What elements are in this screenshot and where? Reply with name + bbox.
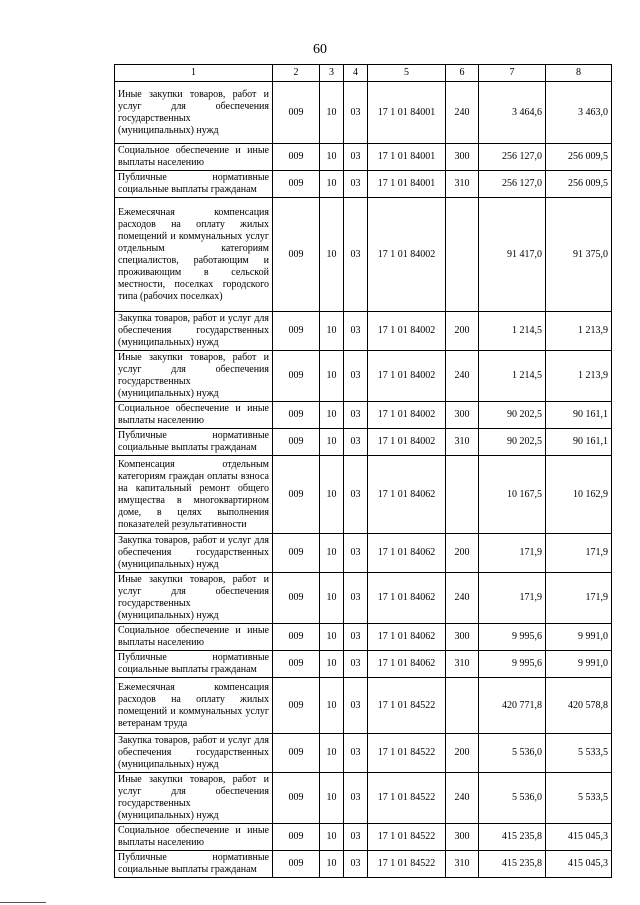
table-row [115, 678, 612, 734]
header-col-8: 8 [546, 65, 612, 82]
table-row [115, 429, 612, 456]
cell-section: 10 [320, 773, 344, 824]
header-col-2: 2 [273, 65, 320, 82]
cell-section: 10 [320, 651, 344, 678]
header-col-1: 1 [115, 65, 273, 82]
cell-name: Публичные нормативные социальные выплаты гражданам [115, 171, 273, 198]
cell-subsection: 03 [344, 824, 368, 851]
cell-amount-plan: 5 536,0 [479, 773, 546, 824]
cell-target-article: 17 1 01 84002 [368, 198, 446, 312]
cell-amount-actual: 256 009,5 [546, 171, 612, 198]
cell-amount-plan: 9 995,6 [479, 624, 546, 651]
cell-code: 009 [273, 198, 320, 312]
cell-expense-type: 200 [446, 734, 479, 773]
cell-section: 10 [320, 198, 344, 312]
table-row [115, 198, 612, 312]
cell-code: 009 [273, 456, 320, 534]
table-row [115, 144, 612, 171]
cell-amount-actual: 91 375,0 [546, 198, 612, 312]
cell-code: 009 [273, 351, 320, 402]
cell-target-article: 17 1 01 84062 [368, 456, 446, 534]
cell-expense-type: 240 [446, 573, 479, 624]
cell-amount-plan: 1 214,5 [479, 351, 546, 402]
cell-code: 009 [273, 824, 320, 851]
table-row [115, 824, 612, 851]
cell-code: 009 [273, 312, 320, 351]
header-col-3: 3 [320, 65, 344, 82]
table-row [115, 171, 612, 198]
cell-target-article: 17 1 01 84062 [368, 624, 446, 651]
cell-subsection: 03 [344, 429, 368, 456]
table-row [115, 851, 612, 878]
cell-code: 009 [273, 851, 320, 878]
cell-amount-plan: 90 202,5 [479, 402, 546, 429]
cell-section: 10 [320, 573, 344, 624]
cell-name: Социальное обеспечение и иные выплаты населению [115, 624, 273, 651]
cell-expense-type: 240 [446, 773, 479, 824]
cell-target-article: 17 1 01 84002 [368, 402, 446, 429]
cell-name: Закупка товаров, работ и услуг для обеспечения государственных (муниципальных) нужд [115, 312, 273, 351]
header-col-6: 6 [446, 65, 479, 82]
cell-amount-actual: 1 213,9 [546, 312, 612, 351]
table-row [115, 456, 612, 534]
cell-amount-actual: 5 533,5 [546, 773, 612, 824]
cell-amount-actual: 90 161,1 [546, 402, 612, 429]
cell-amount-actual: 3 463,0 [546, 82, 612, 144]
cell-target-article: 17 1 01 84062 [368, 651, 446, 678]
cell-name: Компенсация отдельным категориям граждан оплаты взноса на капитальный ремонт общего имущества в многоквартирном доме, в целях выполнения показателей результативности [115, 456, 273, 534]
header-col-5: 5 [368, 65, 446, 82]
header-col-7: 7 [479, 65, 546, 82]
cell-name: Публичные нормативные социальные выплаты гражданам [115, 429, 273, 456]
cell-section: 10 [320, 734, 344, 773]
cell-subsection: 03 [344, 456, 368, 534]
table-row [115, 624, 612, 651]
cell-target-article: 17 1 01 84522 [368, 734, 446, 773]
header-row [115, 65, 612, 82]
cell-name: Иные закупки товаров, работ и услуг для обеспечения государственных (муниципальных) нужд [115, 573, 273, 624]
cell-target-article: 17 1 01 84001 [368, 82, 446, 144]
cell-name: Публичные нормативные социальные выплаты гражданам [115, 851, 273, 878]
cell-expense-type: 240 [446, 82, 479, 144]
cell-amount-actual: 1 213,9 [546, 351, 612, 402]
cell-expense-type [446, 456, 479, 534]
cell-name: Закупка товаров, работ и услуг для обеспечения государственных (муниципальных) нужд [115, 534, 273, 573]
cell-subsection: 03 [344, 734, 368, 773]
cell-name: Иные закупки товаров, работ и услуг для обеспечения государственных (муниципальных) нужд [115, 82, 273, 144]
cell-code: 009 [273, 573, 320, 624]
cell-amount-actual: 171,9 [546, 573, 612, 624]
cell-amount-plan: 256 127,0 [479, 171, 546, 198]
cell-amount-plan: 90 202,5 [479, 429, 546, 456]
cell-code: 009 [273, 534, 320, 573]
cell-target-article: 17 1 01 84001 [368, 144, 446, 171]
cell-amount-actual: 9 991,0 [546, 624, 612, 651]
table-row [115, 402, 612, 429]
cell-target-article: 17 1 01 84002 [368, 351, 446, 402]
cell-expense-type: 300 [446, 624, 479, 651]
cell-amount-plan: 171,9 [479, 573, 546, 624]
cell-amount-actual: 171,9 [546, 534, 612, 573]
cell-expense-type: 200 [446, 312, 479, 351]
cell-amount-plan: 171,9 [479, 534, 546, 573]
cell-subsection: 03 [344, 144, 368, 171]
table-row [115, 312, 612, 351]
cell-subsection: 03 [344, 851, 368, 878]
cell-section: 10 [320, 312, 344, 351]
cell-target-article: 17 1 01 84522 [368, 851, 446, 878]
cell-expense-type: 300 [446, 824, 479, 851]
cell-name: Публичные нормативные социальные выплаты гражданам [115, 651, 273, 678]
cell-code: 009 [273, 651, 320, 678]
cell-section: 10 [320, 351, 344, 402]
cell-name: Социальное обеспечение и иные выплаты населению [115, 144, 273, 171]
cell-subsection: 03 [344, 773, 368, 824]
cell-amount-plan: 256 127,0 [479, 144, 546, 171]
cell-amount-plan: 10 167,5 [479, 456, 546, 534]
cell-amount-actual: 415 045,3 [546, 824, 612, 851]
cell-target-article: 17 1 01 84002 [368, 312, 446, 351]
cell-expense-type: 310 [446, 651, 479, 678]
footer-divider [0, 902, 46, 903]
cell-name: Социальное обеспечение и иные выплаты населению [115, 402, 273, 429]
table-row [115, 573, 612, 624]
cell-name: Иные закупки товаров, работ и услуг для обеспечения государственных (муниципальных) нужд [115, 351, 273, 402]
cell-expense-type: 310 [446, 171, 479, 198]
cell-subsection: 03 [344, 82, 368, 144]
cell-amount-plan: 91 417,0 [479, 198, 546, 312]
cell-code: 009 [273, 773, 320, 824]
cell-target-article: 17 1 01 84522 [368, 773, 446, 824]
header-col-4: 4 [344, 65, 368, 82]
cell-amount-actual: 415 045,3 [546, 851, 612, 878]
cell-subsection: 03 [344, 573, 368, 624]
cell-amount-plan: 3 464,6 [479, 82, 546, 144]
cell-expense-type: 200 [446, 534, 479, 573]
cell-code: 009 [273, 171, 320, 198]
cell-subsection: 03 [344, 351, 368, 402]
table-row [115, 82, 612, 144]
cell-section: 10 [320, 456, 344, 534]
cell-amount-plan: 9 995,6 [479, 651, 546, 678]
cell-code: 009 [273, 82, 320, 144]
cell-amount-plan: 5 536,0 [479, 734, 546, 773]
cell-target-article: 17 1 01 84062 [368, 534, 446, 573]
cell-section: 10 [320, 824, 344, 851]
cell-section: 10 [320, 171, 344, 198]
cell-subsection: 03 [344, 651, 368, 678]
cell-section: 10 [320, 534, 344, 573]
cell-section: 10 [320, 851, 344, 878]
cell-target-article: 17 1 01 84001 [368, 171, 446, 198]
cell-target-article: 17 1 01 84522 [368, 678, 446, 734]
cell-subsection: 03 [344, 624, 368, 651]
cell-section: 10 [320, 82, 344, 144]
cell-code: 009 [273, 144, 320, 171]
cell-code: 009 [273, 429, 320, 456]
cell-expense-type: 310 [446, 429, 479, 456]
cell-expense-type: 310 [446, 851, 479, 878]
cell-subsection: 03 [344, 171, 368, 198]
cell-target-article: 17 1 01 84062 [368, 573, 446, 624]
page-number: 60 [313, 42, 327, 57]
table-row [115, 651, 612, 678]
cell-target-article: 17 1 01 84522 [368, 824, 446, 851]
table-row [115, 351, 612, 402]
cell-code: 009 [273, 624, 320, 651]
cell-code: 009 [273, 734, 320, 773]
cell-subsection: 03 [344, 312, 368, 351]
cell-amount-actual: 10 162,9 [546, 456, 612, 534]
table-row [115, 773, 612, 824]
cell-amount-actual: 256 009,5 [546, 144, 612, 171]
cell-section: 10 [320, 144, 344, 171]
cell-amount-plan: 1 214,5 [479, 312, 546, 351]
cell-subsection: 03 [344, 198, 368, 312]
table-row [115, 734, 612, 773]
cell-expense-type: 300 [446, 144, 479, 171]
cell-expense-type [446, 678, 479, 734]
cell-subsection: 03 [344, 534, 368, 573]
cell-subsection: 03 [344, 402, 368, 429]
cell-amount-plan: 415 235,8 [479, 851, 546, 878]
cell-expense-type: 300 [446, 402, 479, 429]
cell-target-article: 17 1 01 84002 [368, 429, 446, 456]
cell-name: Закупка товаров, работ и услуг для обеспечения государственных (муниципальных) нужд [115, 734, 273, 773]
cell-amount-actual: 90 161,1 [546, 429, 612, 456]
cell-amount-plan: 420 771,8 [479, 678, 546, 734]
cell-expense-type [446, 198, 479, 312]
cell-section: 10 [320, 402, 344, 429]
cell-name: Ежемесячная компенсация расходов на оплату жилых помещений и коммунальных услуг отдельным категориям специалистов, работающим и проживающим в сельской местности, поселках городского типа (рабочих поселках) [115, 198, 273, 312]
cell-amount-actual: 420 578,8 [546, 678, 612, 734]
cell-subsection: 03 [344, 678, 368, 734]
cell-name: Социальное обеспечение и иные выплаты населению [115, 824, 273, 851]
table-row [115, 534, 612, 573]
cell-amount-actual: 9 991,0 [546, 651, 612, 678]
cell-code: 009 [273, 678, 320, 734]
cell-section: 10 [320, 624, 344, 651]
cell-section: 10 [320, 429, 344, 456]
cell-amount-actual: 5 533,5 [546, 734, 612, 773]
cell-name: Ежемесячная компенсация расходов на оплату жилых помещений и коммунальных услуг ветеранам труда [115, 678, 273, 734]
cell-section: 10 [320, 678, 344, 734]
cell-expense-type: 240 [446, 351, 479, 402]
budget-table [114, 64, 612, 878]
cell-name: Иные закупки товаров, работ и услуг для обеспечения государственных (муниципальных) нужд [115, 773, 273, 824]
cell-amount-plan: 415 235,8 [479, 824, 546, 851]
cell-code: 009 [273, 402, 320, 429]
